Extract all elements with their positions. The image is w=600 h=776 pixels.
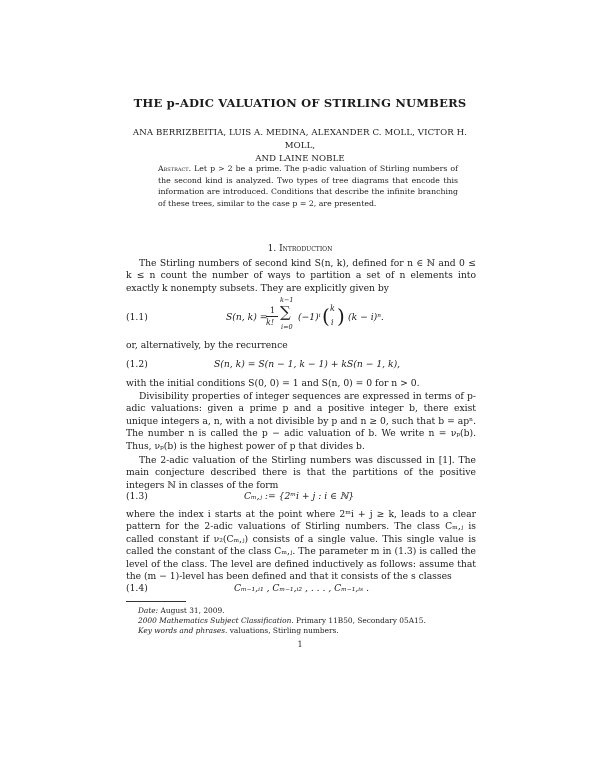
- equation-1-3: Cₘ,ⱼ := {2ᵐi + j : i ∈ ℕ}: [244, 491, 355, 502]
- equation-number-1-2: (1.2): [126, 359, 148, 370]
- equation-1-2: S(n, k) = S(n − 1, k − 1) + kS(n − 1, k),: [214, 359, 401, 370]
- footnote-keywords: [138, 626, 478, 636]
- footnote-divider: [126, 601, 186, 602]
- equation-1-1: [226, 296, 446, 336]
- paragraph-3: with the initial conditions S(0, 0) = 1 and S(n, 0) = 0 for n > 0.: [126, 378, 420, 389]
- footnote-keywords-value: valuations, Stirling numbers.: [229, 626, 339, 635]
- page-number: 1: [297, 640, 303, 649]
- author-list: [120, 127, 480, 166]
- section-heading: [0, 244, 600, 254]
- author-line-1: ANA BERRIZBEITIA, LUIS A. MEDINA, ALEXANDER C. MOLL, VICTOR H. MOLL,: [132, 128, 468, 151]
- eq1-binom-top: k: [330, 304, 335, 313]
- paragraph-4: Divisibility properties of integer sequences are expressed in terms of p-adic valuations: given a prime p and a positive integer b, there exist unique integers a, n, with a not divisible by p and n ≥ 0, such that b = apⁿ. The number n is called the p − adic valuation of b. We write n = νₚ(b). Thus, νₚ(b) is the highest power of p that divides b.: [126, 391, 476, 452]
- footnote-date: [138, 606, 478, 616]
- abstract-label: Abstract.: [158, 164, 192, 173]
- binomial-open-paren-icon: (: [322, 304, 330, 328]
- section-title: Introduction: [279, 244, 333, 254]
- author-line-2: AND LAINE NOBLE: [255, 154, 345, 164]
- footnote-msc: [138, 616, 478, 626]
- eq1-tail: (k − i)ⁿ.: [348, 312, 384, 323]
- paper-title: THE p-ADIC VALUATION OF STIRLING NUMBERS: [133, 96, 467, 110]
- abstract-text: Let p > 2 be a prime. The p-adic valuation of Stirling numbers of the second kind is analyzed. Two types of tree diagrams that encode this information are introduced. Conditions that describe the infinite branching of these trees, similar to the case p = 2, are presented.: [158, 164, 458, 208]
- footnote-msc-label: 2000 Mathematics Subject Classification.: [138, 616, 294, 625]
- paragraph-2: or, alternatively, by the recurrence: [126, 340, 288, 351]
- eq1-frac-num: 1: [270, 306, 276, 315]
- footnote-date-label: Date:: [138, 606, 159, 615]
- equation-number-1-3: (1.3): [126, 491, 148, 502]
- equation-number-1-1: (1.1): [126, 312, 148, 323]
- section-number: 1.: [267, 244, 277, 254]
- eq1-frac-bar: [266, 316, 278, 317]
- sum-symbol-icon: ∑: [280, 303, 291, 321]
- abstract: [158, 163, 458, 209]
- paragraph-5: The 2-adic valuation of the Stirling numbers was discussed in [1]. The main conjecture described there is that the partitions of the positive integers ℕ in classes of the form: [126, 455, 476, 491]
- eq1-sign-term: (−1)ⁱ: [298, 312, 321, 323]
- eq1-binom-bottom: i: [331, 318, 334, 327]
- binomial-close-paren-icon: ): [337, 304, 345, 328]
- footnote-keywords-label: Key words and phrases.: [138, 626, 228, 635]
- paragraph-6: where the index i starts at the point where 2ᵐi + j ≥ k, leads to a clear pattern for the 2-adic valuations of Stirling numbers. The class Cₘ,ⱼ is called constant if ν₂(Cₘ,ⱼ) consists of a single value. This single value is called the constant of the class Cₘ,ⱼ. The parameter m in (1.3) is called the level of the class. The level are defined inductively as follows: assume that the (m − 1)-level has been defined and that it consists of the s classes: [126, 509, 476, 583]
- paragraph-1: The Stirling numbers of second kind S(n, k), defined for n ∈ ℕ and 0 ≤ k ≤ n count the number of ways to partition a set of n elements into exactly k nonempty subsets. They are explicitly given by: [126, 258, 476, 294]
- equation-1-4: Cₘ₋₁,ᵢ₁ , Cₘ₋₁,ᵢ₂ , . . . , Cₘ₋₁,ᵢₛ .: [234, 583, 370, 594]
- footnote-msc-value: Primary 11B50, Secondary 05A15.: [296, 616, 426, 625]
- eq1-sum-upper: k−1: [280, 296, 294, 304]
- eq1-lhs: S(n, k) =: [226, 312, 268, 323]
- footnote-date-value: August 31, 2009.: [160, 606, 225, 615]
- eq1-sum-lower: i=0: [281, 323, 293, 331]
- equation-number-1-4: (1.4): [126, 583, 148, 594]
- eq1-frac-den: k!: [266, 318, 275, 327]
